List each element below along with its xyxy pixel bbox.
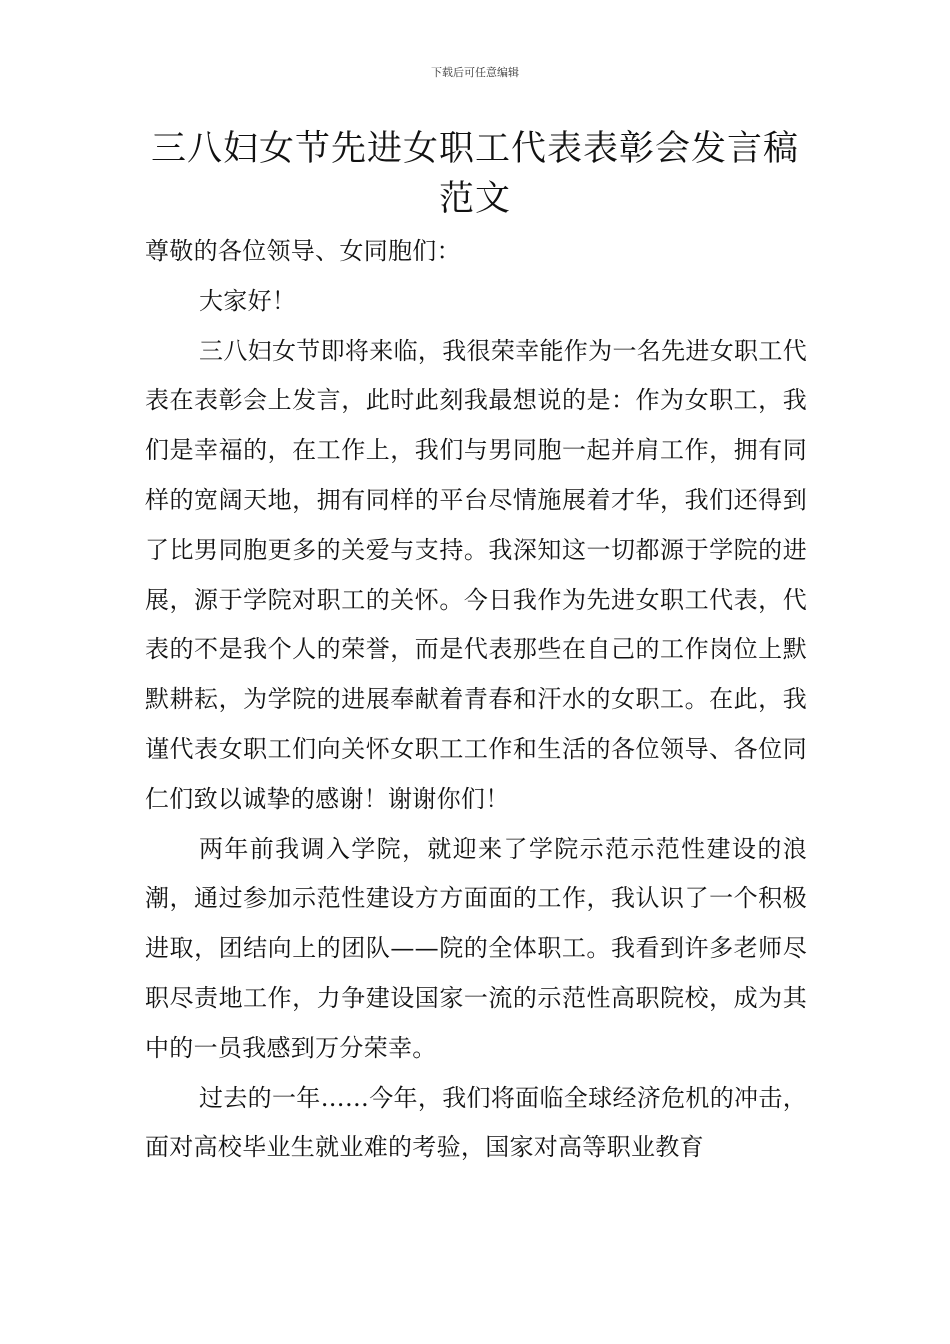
paragraph-greeting: 大家好！ [199,286,297,315]
paragraph: 两年前我调入学院，就迎来了学院示范示范性建设的浪潮，通过参加示范性建设方方面面的工作，我认识了一个积极进取，团结向上的团队——院的全体职工。我看到许多老师尽职尽责地工作，力争建设国家一流的示范性高职院校，成为其中的一员我感到万分荣幸。 [145,834,807,1062]
document-body [145,227,807,1173]
paragraph: 过去的一年……今年，我们将面临全球经济危机的冲击，面对高校毕业生就业难的考验，国家对高等职业教育 [145,1083,807,1162]
paragraph: 三八妇女节即将来临，我很荣幸能作为一名先进女职工代表在表彰会上发言，此时此刻我最想说的是：作为女职工，我们是幸福的，在工作上，我们与男同胞一起并肩工作，拥有同样的宽阔天地，拥有同样的平台尽情施展着才华，我们还得到了比男同胞更多的关爱与支持。我深知这一切都源于学院的进展，源于学院对职工的关怀。今日我作为先进女职工代表，代表的不是我个人的荣誉，而是代表那些在自己的工作岗位上默默耕耘，为学院的进展奉献着青春和汗水的女职工。在此，我谨代表女职工们向关怀女职工工作和生活的各位领导、各位同仁们致以诚挚的感谢！谢谢你们！ [145,336,807,813]
header-note: 下载后可任意编辑 [431,66,519,79]
salutation: 尊敬的各位领导、女同胞们： [145,237,461,265]
document-title: 三八妇女节先进女职工代表表彰会发言稿范文 [150,129,799,219]
